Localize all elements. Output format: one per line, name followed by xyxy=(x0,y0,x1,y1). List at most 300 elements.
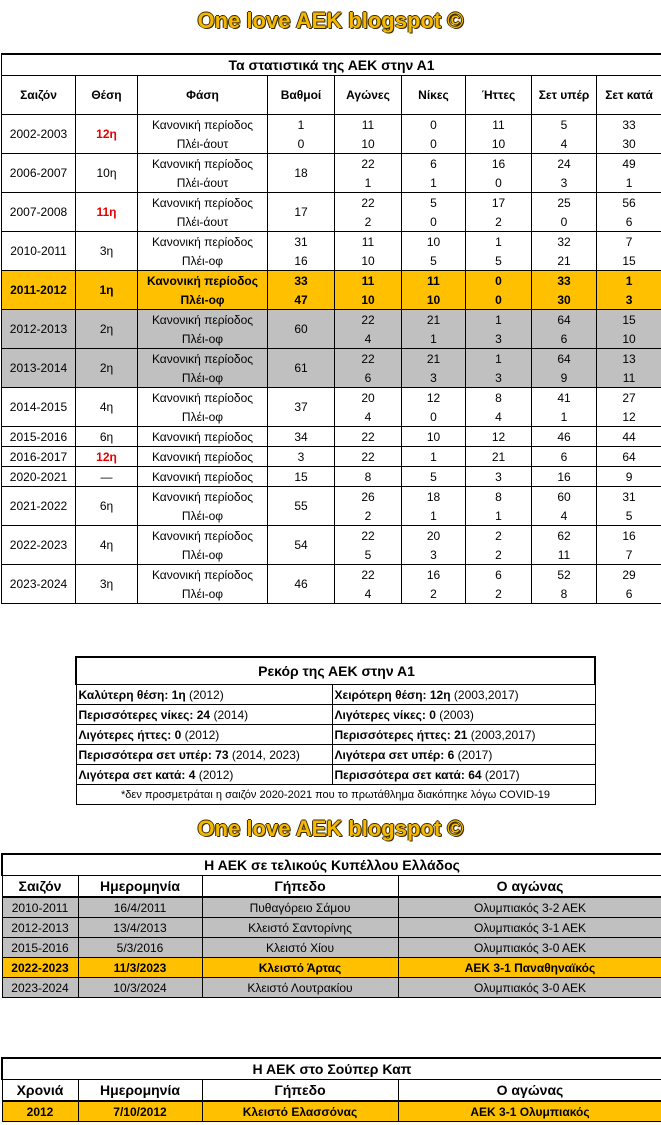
wins-cell: 0 xyxy=(402,407,466,427)
sf-cell: 21 xyxy=(532,251,597,271)
pts-cell: 1 xyxy=(268,115,335,135)
games-cell: 22 xyxy=(335,427,402,447)
cup-cell: Κλειστό Λουτρακίου xyxy=(202,978,398,998)
games-cell: 26 xyxy=(335,487,402,507)
games-cell: 22 xyxy=(335,154,402,174)
phase-cell: Κανονική περίοδος xyxy=(138,232,268,252)
stats-row xyxy=(2,310,661,330)
wins-cell: 10 xyxy=(402,232,466,252)
phase-cell: Κανονική περίοδος xyxy=(138,447,268,467)
record-row xyxy=(76,705,595,725)
games-cell: 8 xyxy=(335,467,402,487)
position-cell: 2η xyxy=(76,310,138,349)
sa-cell: 15 xyxy=(597,251,661,271)
cup-header-cell: Σαιζόν xyxy=(2,876,78,898)
sa-cell: 31 xyxy=(597,487,661,507)
sa-cell: 44 xyxy=(597,427,661,447)
supercup-cell: 2012 xyxy=(2,1101,78,1122)
games-cell: 5 xyxy=(335,545,402,565)
sf-cell: 64 xyxy=(532,349,597,369)
pts-cell: 16 xyxy=(268,251,335,271)
record-cell xyxy=(76,745,332,765)
supercup-cell: ΑΕΚ 3-1 Ολυμπιακός xyxy=(398,1101,661,1122)
games-cell: 10 xyxy=(335,134,402,154)
stats-row xyxy=(2,232,661,252)
losses-cell: 3 xyxy=(466,329,532,349)
record-years: (2014) xyxy=(210,707,249,722)
stats-title: Τα στατιστικά της ΑΕΚ στην Α1 xyxy=(2,54,661,76)
records-note: *δεν προσμετράται η σαιζόν 2020-2021 που το πρωτάθλημα διακόπηκε λόγω COVID-19 xyxy=(76,785,595,805)
pts-cell: 47 xyxy=(268,290,335,310)
sf-cell: 52 xyxy=(532,565,597,585)
record-cell xyxy=(332,725,595,745)
sa-cell: 6 xyxy=(597,212,661,232)
records-table xyxy=(75,656,596,805)
phase-cell: Πλέι-άουτ xyxy=(138,173,268,193)
season-cell: 2021-2022 xyxy=(2,487,76,526)
record-value: 12η xyxy=(429,687,451,702)
stats-header-cell: Ήττες xyxy=(466,76,532,115)
season-cell: 2023-2024 xyxy=(2,565,76,604)
cup-cell: 2010-2011 xyxy=(2,897,78,918)
sa-cell: 29 xyxy=(597,565,661,585)
points-cell: 60 xyxy=(268,310,335,349)
position-cell: — xyxy=(76,467,138,487)
record-cell xyxy=(76,685,332,705)
sf-cell: 0 xyxy=(532,212,597,232)
supercup-cell: Κλειστό Ελασσόνας xyxy=(202,1101,398,1122)
stats-row xyxy=(2,115,661,135)
wins-cell: 0 xyxy=(402,212,466,232)
sf-cell: 25 xyxy=(532,193,597,213)
sa-cell: 6 xyxy=(597,584,661,604)
sf-cell: 41 xyxy=(532,388,597,408)
sa-cell: 7 xyxy=(597,232,661,252)
losses-cell: 1 xyxy=(466,506,532,526)
losses-cell: 3 xyxy=(466,467,532,487)
phase-cell: Κανονική περίοδος xyxy=(138,115,268,135)
phase-cell: Πλέι-οφ xyxy=(138,545,268,565)
sf-cell: 8 xyxy=(532,584,597,604)
cup-cell: 10/3/2024 xyxy=(78,978,202,998)
sf-cell: 62 xyxy=(532,526,597,546)
stats-header-cell: Θέση xyxy=(76,76,138,115)
supercup-title: Η ΑΕΚ στο Σούπερ Καπ xyxy=(2,1058,661,1080)
points-cell: 46 xyxy=(268,565,335,604)
blog-banner-top: One love AEK blogspot © xyxy=(197,8,464,33)
wins-cell: 21 xyxy=(402,349,466,369)
cup-cell: 13/4/2013 xyxy=(78,918,202,938)
sf-cell: 4 xyxy=(532,134,597,154)
record-years: (2012) xyxy=(181,727,220,742)
blog-banner-middle: One love AEK blogspot © xyxy=(197,816,464,841)
supercup-table xyxy=(1,1057,661,1122)
position-cell: 6η xyxy=(76,487,138,526)
phase-cell: Πλέι-άουτ xyxy=(138,212,268,232)
pts-cell: 34 xyxy=(268,427,335,447)
record-label: Λιγότερες ήττες: xyxy=(78,727,175,742)
cup-cell: 11/3/2023 xyxy=(78,958,202,978)
season-cell: 2010-2011 xyxy=(2,232,76,271)
record-label: Λιγότερα σετ υπέρ: xyxy=(334,747,448,762)
phase-cell: Κανονική περίοδος xyxy=(138,310,268,330)
position-cell: 10η xyxy=(76,154,138,193)
supercup-header-row xyxy=(2,1080,661,1102)
stats-row xyxy=(2,467,661,487)
losses-cell: 11 xyxy=(466,115,532,135)
phase-cell: Κανονική περίοδος xyxy=(138,526,268,546)
phase-cell: Πλέι-οφ xyxy=(138,407,268,427)
stats-header-cell: Αγώνες xyxy=(335,76,402,115)
sa-cell: 10 xyxy=(597,329,661,349)
record-value: 1η xyxy=(171,687,186,702)
losses-cell: 2 xyxy=(466,526,532,546)
games-cell: 4 xyxy=(335,407,402,427)
season-cell: 2011-2012 xyxy=(2,271,76,310)
record-value: 24 xyxy=(196,707,211,722)
record-years: (2003,2017) xyxy=(467,727,536,742)
phase-cell: Κανονική περίοδος xyxy=(138,154,268,174)
wins-cell: 1 xyxy=(402,329,466,349)
losses-cell: 0 xyxy=(466,271,532,291)
stats-row xyxy=(2,271,661,291)
phase-cell: Πλέι-οφ xyxy=(138,506,268,526)
stats-header-cell: Φάση xyxy=(138,76,268,115)
wins-cell: 2 xyxy=(402,584,466,604)
record-cell xyxy=(332,685,595,705)
games-cell: 22 xyxy=(335,447,402,467)
pts-cell: 31 xyxy=(268,232,335,252)
cup-cell: ΑΕΚ 3-1 Παναθηναϊκός xyxy=(398,958,661,978)
stats-header-cell: Σαιζόν xyxy=(2,76,76,115)
sa-cell: 64 xyxy=(597,447,661,467)
cup-cell: 2015-2016 xyxy=(2,938,78,958)
pts-cell: 0 xyxy=(268,134,335,154)
phase-cell: Κανονική περίοδος xyxy=(138,467,268,487)
position-cell: 11η xyxy=(76,193,138,232)
phase-cell: Κανονική περίοδος xyxy=(138,565,268,585)
record-years: (2003,2017) xyxy=(450,687,519,702)
sf-cell: 6 xyxy=(532,329,597,349)
games-cell: 10 xyxy=(335,290,402,310)
sf-cell: 30 xyxy=(532,290,597,310)
phase-cell: Κανονική περίοδος xyxy=(138,349,268,369)
cup-cell: Κλειστό Χίου xyxy=(202,938,398,958)
record-cell xyxy=(332,745,595,765)
season-cell: 2016-2017 xyxy=(2,447,76,467)
games-cell: 22 xyxy=(335,193,402,213)
sa-cell: 11 xyxy=(597,368,661,388)
sa-cell: 5 xyxy=(597,506,661,526)
position-cell: 3η xyxy=(76,565,138,604)
record-row xyxy=(76,685,595,705)
wins-cell: 6 xyxy=(402,154,466,174)
games-cell: 11 xyxy=(335,271,402,291)
cup-row xyxy=(2,918,661,938)
records-title-row xyxy=(76,657,595,685)
sf-cell: 3 xyxy=(532,173,597,193)
cup-row xyxy=(2,978,661,998)
phase-cell: Πλέι-οφ xyxy=(138,290,268,310)
sa-cell: 30 xyxy=(597,134,661,154)
position-cell: 6η xyxy=(76,427,138,447)
wins-cell: 11 xyxy=(402,271,466,291)
season-cell: 2020-2021 xyxy=(2,467,76,487)
record-years: (2017) xyxy=(454,747,493,762)
record-row xyxy=(76,765,595,785)
sa-cell: 7 xyxy=(597,545,661,565)
points-cell: 55 xyxy=(268,487,335,526)
record-value: 4 xyxy=(188,767,196,782)
record-label: Λιγότερα σετ κατά: xyxy=(78,767,189,782)
record-label: Περισσότερα σετ κατά: xyxy=(334,767,469,782)
losses-cell: 4 xyxy=(466,407,532,427)
season-cell: 2013-2014 xyxy=(2,349,76,388)
stats-row xyxy=(2,388,661,408)
record-row xyxy=(76,725,595,745)
sa-cell: 15 xyxy=(597,310,661,330)
games-cell: 6 xyxy=(335,368,402,388)
losses-cell: 2 xyxy=(466,545,532,565)
stats-title-row xyxy=(2,54,661,76)
cup-cell: Ολυμπιακός 3-0 ΑΕΚ xyxy=(398,938,661,958)
points-cell: 18 xyxy=(268,154,335,193)
stats-row xyxy=(2,447,661,467)
sa-cell: 27 xyxy=(597,388,661,408)
record-label: Καλύτερη θέση: xyxy=(78,687,172,702)
sa-cell: 9 xyxy=(597,467,661,487)
sf-cell: 4 xyxy=(532,506,597,526)
record-row xyxy=(76,745,595,765)
phase-cell: Πλέι-οφ xyxy=(138,251,268,271)
wins-cell: 3 xyxy=(402,545,466,565)
games-cell: 22 xyxy=(335,349,402,369)
games-cell: 10 xyxy=(335,251,402,271)
sf-cell: 11 xyxy=(532,545,597,565)
games-cell: 2 xyxy=(335,506,402,526)
wins-cell: 3 xyxy=(402,368,466,388)
season-cell: 2007-2008 xyxy=(2,193,76,232)
record-label: Περισσότερα σετ υπέρ: xyxy=(78,747,216,762)
record-value: 73 xyxy=(215,747,229,762)
record-cell xyxy=(76,705,332,725)
games-cell: 4 xyxy=(335,329,402,349)
stats-row xyxy=(2,193,661,213)
record-value: 21 xyxy=(454,727,468,742)
cup-cell: 16/4/2011 xyxy=(78,897,202,918)
supercup-cell: 7/10/2012 xyxy=(78,1101,202,1122)
wins-cell: 12 xyxy=(402,388,466,408)
stats-row xyxy=(2,526,661,546)
record-cell xyxy=(332,765,595,785)
position-cell: 12η xyxy=(76,115,138,154)
sf-cell: 46 xyxy=(532,427,597,447)
losses-cell: 17 xyxy=(466,193,532,213)
stats-header-cell: Βαθμοί xyxy=(268,76,335,115)
cup-cell: Πυθαγόρειο Σάμου xyxy=(202,897,398,918)
cup-title-row xyxy=(2,854,661,876)
season-cell: 2022-2023 xyxy=(2,526,76,565)
phase-cell: Πλέι-οφ xyxy=(138,329,268,349)
losses-cell: 0 xyxy=(466,290,532,310)
sa-cell: 49 xyxy=(597,154,661,174)
sf-cell: 24 xyxy=(532,154,597,174)
supercup-header-cell: Ο αγώνας xyxy=(398,1080,661,1102)
cup-row xyxy=(2,958,661,978)
sf-cell: 16 xyxy=(532,467,597,487)
supercup-header-cell: Χρονιά xyxy=(2,1080,78,1102)
sa-cell: 13 xyxy=(597,349,661,369)
losses-cell: 8 xyxy=(466,487,532,507)
games-cell: 22 xyxy=(335,310,402,330)
sf-cell: 5 xyxy=(532,115,597,135)
stats-row xyxy=(2,349,661,369)
pts-cell: 15 xyxy=(268,467,335,487)
phase-cell: Κανονική περίοδος xyxy=(138,487,268,507)
phase-cell: Κανονική περίοδος xyxy=(138,193,268,213)
supercup-header-cell: Ημερομηνία xyxy=(78,1080,202,1102)
record-label: Περισσότερες ήττες: xyxy=(334,727,455,742)
cup-finals-table xyxy=(1,853,661,998)
supercup-row xyxy=(2,1101,661,1122)
losses-cell: 5 xyxy=(466,251,532,271)
record-value: 6 xyxy=(447,747,455,762)
record-years: (2012) xyxy=(195,767,234,782)
losses-cell: 3 xyxy=(466,368,532,388)
wins-cell: 21 xyxy=(402,310,466,330)
sa-cell: 1 xyxy=(597,271,661,291)
stats-row xyxy=(2,427,661,447)
cup-cell: Κλειστό Άρτας xyxy=(202,958,398,978)
cup-header-cell: Ο αγώνας xyxy=(398,876,661,898)
stats-row xyxy=(2,487,661,507)
wins-cell: 0 xyxy=(402,115,466,135)
losses-cell: 1 xyxy=(466,232,532,252)
sf-cell: 60 xyxy=(532,487,597,507)
supercup-header-cell: Γήπεδο xyxy=(202,1080,398,1102)
sf-cell: 9 xyxy=(532,368,597,388)
points-cell: 17 xyxy=(268,193,335,232)
sa-cell: 56 xyxy=(597,193,661,213)
wins-cell: 5 xyxy=(402,193,466,213)
record-value: 0 xyxy=(174,727,182,742)
records-title: Ρεκόρ της ΑΕΚ στην Α1 xyxy=(76,657,595,685)
cup-header-row xyxy=(2,876,661,898)
losses-cell: 2 xyxy=(466,212,532,232)
games-cell: 11 xyxy=(335,232,402,252)
season-cell: 2015-2016 xyxy=(2,427,76,447)
wins-cell: 0 xyxy=(402,134,466,154)
record-cell xyxy=(76,765,332,785)
wins-cell: 10 xyxy=(402,290,466,310)
sf-cell: 32 xyxy=(532,232,597,252)
record-value: 64 xyxy=(468,767,482,782)
stats-header-row xyxy=(2,76,661,115)
losses-cell: 1 xyxy=(466,310,532,330)
wins-cell: 1 xyxy=(402,173,466,193)
cup-cell: 2023-2024 xyxy=(2,978,78,998)
phase-cell: Κανονική περίοδος xyxy=(138,388,268,408)
wins-cell: 20 xyxy=(402,526,466,546)
position-cell: 4η xyxy=(76,526,138,565)
season-cell: 2002-2003 xyxy=(2,115,76,154)
losses-cell: 8 xyxy=(466,388,532,408)
phase-cell: Πλέι-οφ xyxy=(138,368,268,388)
supercup-title-row xyxy=(2,1058,661,1080)
cup-header-cell: Ημερομηνία xyxy=(78,876,202,898)
record-years: (2003) xyxy=(435,707,474,722)
phase-cell: Πλέι-άουτ xyxy=(138,134,268,154)
cup-title: Η ΑΕΚ σε τελικούς Κυπέλλου Ελλάδος xyxy=(2,854,661,876)
games-cell: 4 xyxy=(335,584,402,604)
stats-row xyxy=(2,565,661,585)
phase-cell: Κανονική περίοδος xyxy=(138,427,268,447)
losses-cell: 21 xyxy=(466,447,532,467)
losses-cell: 16 xyxy=(466,154,532,174)
sa-cell: 1 xyxy=(597,173,661,193)
cup-row xyxy=(2,938,661,958)
points-cell: 61 xyxy=(268,349,335,388)
position-cell: 1η xyxy=(76,271,138,310)
position-cell: 12η xyxy=(76,447,138,467)
wins-cell: 10 xyxy=(402,427,466,447)
stats-header-cell: Σετ κατά xyxy=(597,76,661,115)
cup-cell: Κλειστό Σαντορίνης xyxy=(202,918,398,938)
season-cell: 2012-2013 xyxy=(2,310,76,349)
losses-cell: 0 xyxy=(466,173,532,193)
season-cell: 2014-2015 xyxy=(2,388,76,427)
record-cell xyxy=(76,725,332,745)
games-cell: 20 xyxy=(335,388,402,408)
games-cell: 2 xyxy=(335,212,402,232)
losses-cell: 6 xyxy=(466,565,532,585)
season-cell: 2006-2007 xyxy=(2,154,76,193)
losses-cell: 2 xyxy=(466,584,532,604)
record-cell xyxy=(332,705,595,725)
record-label: Περισσότερες νίκες: xyxy=(78,707,197,722)
points-cell: 37 xyxy=(268,388,335,427)
position-cell: 4η xyxy=(76,388,138,427)
stats-table xyxy=(1,53,661,604)
wins-cell: 5 xyxy=(402,251,466,271)
wins-cell: 5 xyxy=(402,467,466,487)
cup-cell: 5/3/2016 xyxy=(78,938,202,958)
record-label: Λιγότερες νίκες: xyxy=(334,707,430,722)
stats-header-cell: Σετ υπέρ xyxy=(532,76,597,115)
cup-cell: Ολυμπιακός 3-2 ΑΕΚ xyxy=(398,897,661,918)
losses-cell: 10 xyxy=(466,134,532,154)
pts-cell: 33 xyxy=(268,271,335,291)
sa-cell: 12 xyxy=(597,407,661,427)
phase-cell: Κανονική περίοδος xyxy=(138,271,268,291)
position-cell: 2η xyxy=(76,349,138,388)
cup-header-cell: Γήπεδο xyxy=(202,876,398,898)
sa-cell: 16 xyxy=(597,526,661,546)
stats-row xyxy=(2,154,661,174)
record-label: Χειρότερη θέση: xyxy=(334,687,430,702)
position-cell: 3η xyxy=(76,232,138,271)
record-years: (2017) xyxy=(481,767,520,782)
sf-cell: 64 xyxy=(532,310,597,330)
wins-cell: 1 xyxy=(402,506,466,526)
sf-cell: 33 xyxy=(532,271,597,291)
sa-cell: 33 xyxy=(597,115,661,135)
sf-cell: 1 xyxy=(532,407,597,427)
sa-cell: 3 xyxy=(597,290,661,310)
cup-cell: Ολυμπιακός 3-1 ΑΕΚ xyxy=(398,918,661,938)
games-cell: 22 xyxy=(335,565,402,585)
record-years: (2012) xyxy=(185,687,224,702)
